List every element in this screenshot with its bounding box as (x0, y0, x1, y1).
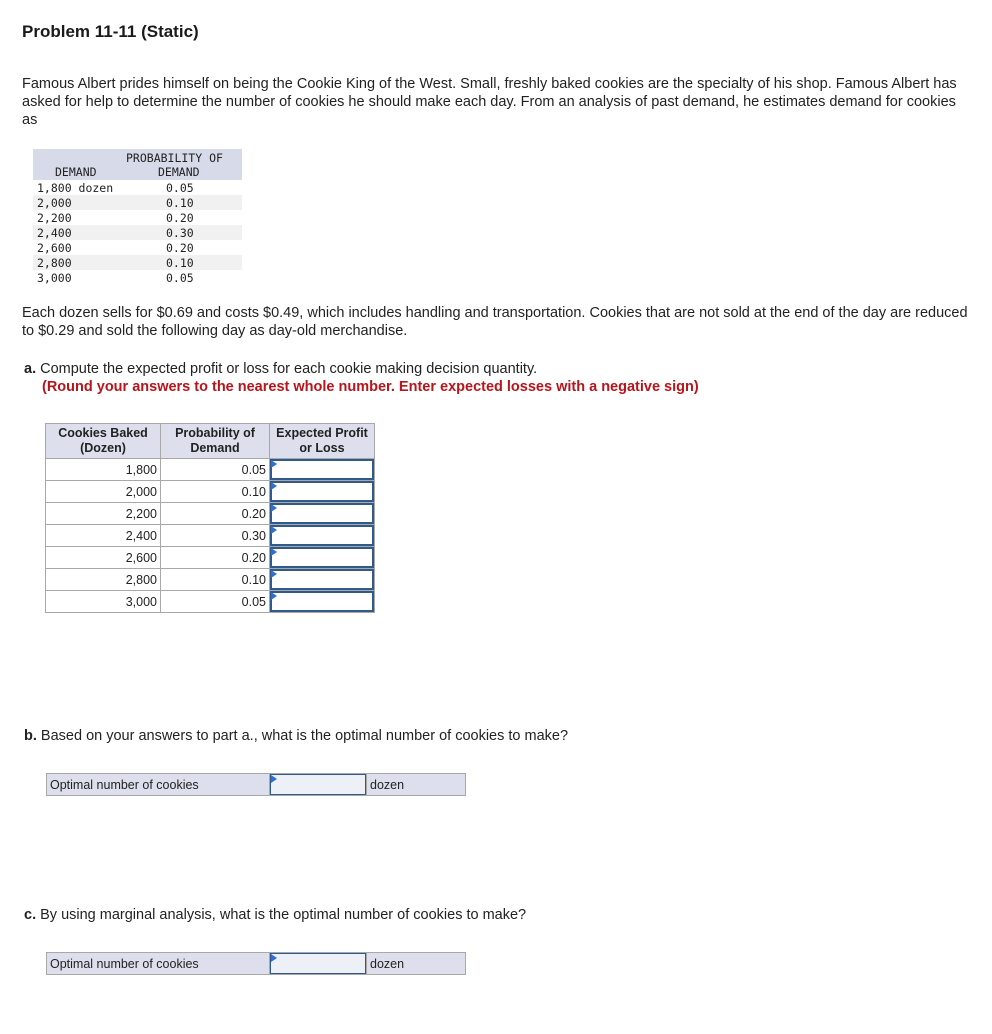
table-row (33, 180, 242, 195)
table-row (46, 547, 375, 569)
part-c-text: By using marginal analysis, what is the optimal number of cookies to make? (40, 907, 527, 923)
prob-cell: 0.05 (166, 181, 194, 195)
expected-profit-input[interactable] (270, 503, 375, 525)
input-flag-icon (271, 954, 277, 962)
table-row (33, 255, 242, 270)
baked-cell: 2,200 (46, 503, 161, 525)
prob-cell: 0.20 (161, 503, 270, 525)
table-row (46, 459, 375, 481)
prob-cell: 0.30 (161, 525, 270, 547)
header-demand: DEMAND (55, 165, 97, 179)
baked-cell: 2,000 (46, 481, 161, 503)
prob-cell: 0.10 (166, 196, 194, 210)
baked-cell: 3,000 (46, 591, 161, 613)
table-row (33, 240, 242, 255)
prob-cell: 0.10 (166, 256, 194, 270)
expected-profit-input[interactable] (270, 481, 375, 503)
header-demand-prob: DEMAND (158, 165, 200, 179)
demand-cell: 2,000 (37, 196, 72, 210)
part-b-question (24, 728, 568, 744)
input-flag-icon (271, 482, 277, 490)
demand-cell: 2,400 (37, 226, 72, 240)
input-flag-icon (271, 526, 277, 534)
input-flag-icon (271, 460, 277, 468)
prob-cell: 0.05 (166, 271, 194, 285)
input-flag-icon (271, 548, 277, 556)
part-a-question (24, 360, 699, 396)
demand-cell: 1,800 dozen (37, 181, 114, 195)
prob-cell: 0.10 (161, 569, 270, 591)
col-cookies-baked: Cookies Baked (Dozen) (46, 424, 161, 459)
baked-cell: 2,600 (46, 547, 161, 569)
answer-table (45, 423, 375, 613)
table-row (33, 225, 242, 240)
table-row (46, 591, 375, 613)
col-expected-profit: Expected Profit or Loss (270, 424, 375, 459)
prob-cell: 0.10 (161, 481, 270, 503)
description-text: Each dozen sells for $0.69 and costs $0.49, which includes handling and transportation. Cookies that are not sold at the end of the day are reduced to $0.29 and sold the following day as day-old merchandise. (22, 305, 968, 339)
table-row (46, 569, 375, 591)
part-b-text: Based on your answers to part a., what is the optimal number of cookies to make? (40, 728, 569, 744)
optimal-label: Optimal number of cookies (47, 774, 270, 796)
input-flag-icon (271, 592, 277, 600)
header-probability-of: PROBABILITY OF (126, 151, 223, 165)
input-box[interactable] (270, 547, 374, 568)
prob-cell: 0.30 (166, 226, 194, 240)
table-row (33, 195, 242, 210)
input-box[interactable] (270, 953, 366, 974)
optimal-label: Optimal number of cookies (47, 953, 270, 975)
problem-title: Problem 11-11 (Static) (22, 22, 199, 41)
part-c-question (24, 907, 526, 923)
input-box[interactable] (270, 591, 374, 612)
baked-cell: 2,800 (46, 569, 161, 591)
input-box[interactable] (270, 569, 374, 590)
part-b-label: b. (24, 728, 37, 744)
input-flag-icon (271, 775, 277, 783)
expected-profit-input[interactable] (270, 525, 375, 547)
part-c-answer-row (46, 952, 466, 975)
optimal-input-b[interactable] (270, 774, 367, 796)
baked-cell: 1,800 (46, 459, 161, 481)
demand-cell: 3,000 (37, 271, 72, 285)
table-row (46, 525, 375, 547)
part-a-note: (Round your answers to the nearest whole number. Enter expected losses with a negative sign) (42, 379, 699, 395)
demand-cell: 2,200 (37, 211, 72, 225)
part-b-answer-row (46, 773, 466, 796)
demand-cell: 2,600 (37, 241, 72, 255)
input-box[interactable] (270, 503, 374, 524)
unit-label: dozen (367, 953, 466, 975)
table-row (33, 270, 242, 285)
expected-profit-input[interactable] (270, 591, 375, 613)
input-box[interactable] (270, 774, 366, 795)
baked-cell: 2,400 (46, 525, 161, 547)
prob-cell: 0.05 (161, 591, 270, 613)
col-probability: Probability of Demand (161, 424, 270, 459)
table-row (46, 503, 375, 525)
input-box[interactable] (270, 459, 374, 480)
input-box[interactable] (270, 525, 374, 546)
table-row (33, 210, 242, 225)
expected-profit-input[interactable] (270, 569, 375, 591)
table-row (46, 481, 375, 503)
prob-cell: 0.20 (166, 241, 194, 255)
expected-profit-input[interactable] (270, 547, 375, 569)
prob-cell: 0.05 (161, 459, 270, 481)
demand-table-header (33, 149, 242, 180)
part-c-label: c. (24, 907, 37, 923)
input-flag-icon (271, 570, 277, 578)
expected-profit-input[interactable] (270, 459, 375, 481)
optimal-input-c[interactable] (270, 953, 367, 975)
prob-cell: 0.20 (161, 547, 270, 569)
prob-cell: 0.20 (166, 211, 194, 225)
part-a-text: Compute the expected profit or loss for each cookie making decision quantity. (40, 361, 538, 377)
unit-label: dozen (367, 774, 466, 796)
intro-text: Famous Albert prides himself on being the Cookie King of the West. Small, freshly baked cookies are the specialty of his shop. Famous Albert has asked for help to determine the number of cookies he should make each day. From an analysis of past demand, he estimates demand for cookies as (22, 76, 957, 128)
input-box[interactable] (270, 481, 374, 502)
part-a-label: a. (24, 361, 37, 377)
input-flag-icon (271, 504, 277, 512)
demand-cell: 2,800 (37, 256, 72, 270)
demand-table (33, 149, 242, 285)
